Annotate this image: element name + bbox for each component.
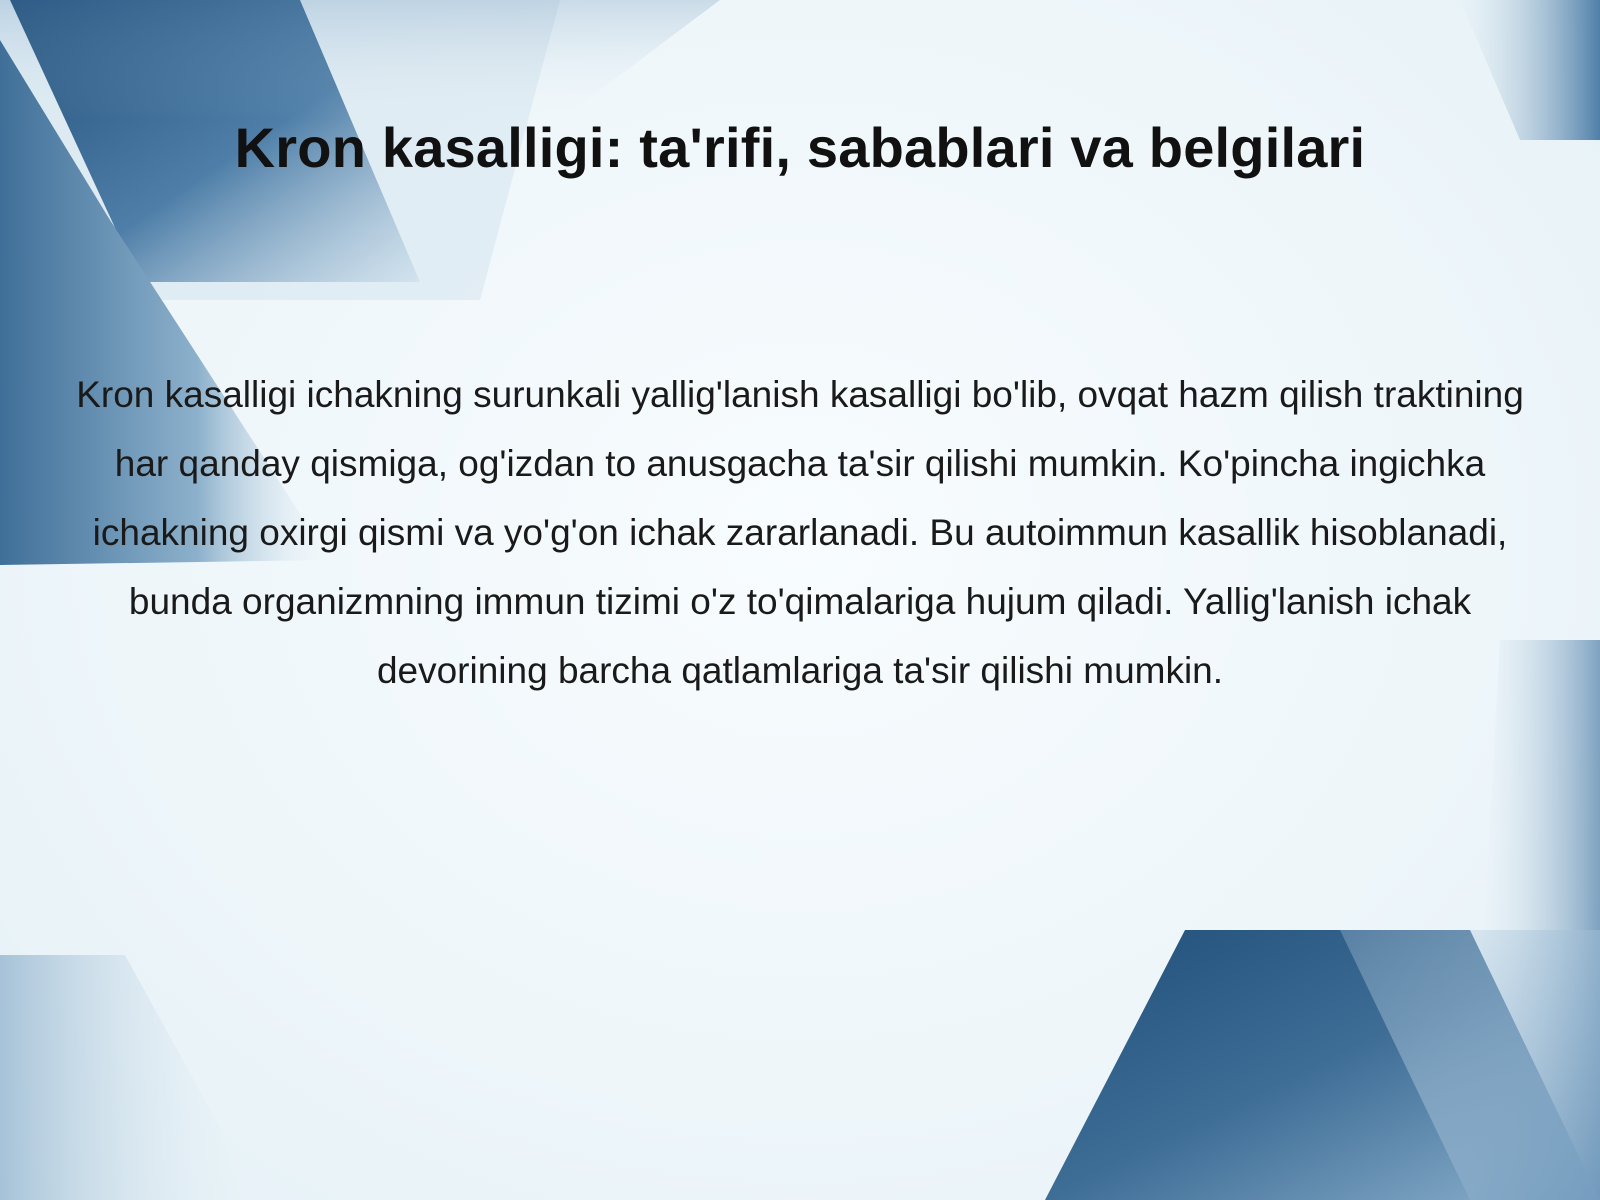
slide-body-text: Kron kasalligi ichakning surunkali yallig'lanish kasalligi bo'lib, ovqat hazm qilish traktining har qanday qismiga, og'izdan to anusgacha ta'sir qilishi mumkin. Ko'pincha ingichka ichakning oxirgi qismi va yo'g'on ichak zararlanadi. Bu autoimmun kasallik hisoblanadi, bunda organizmning immun tizimi o'z to'qimalariga hujum qiladi. Yallig'lanish ichak devorining barcha qatlamlariga ta'sir qilishi mumkin. [76, 374, 1524, 691]
slide-title: Kron kasalligi: ta'rifi, sabablari va belgilari [234, 116, 1366, 179]
